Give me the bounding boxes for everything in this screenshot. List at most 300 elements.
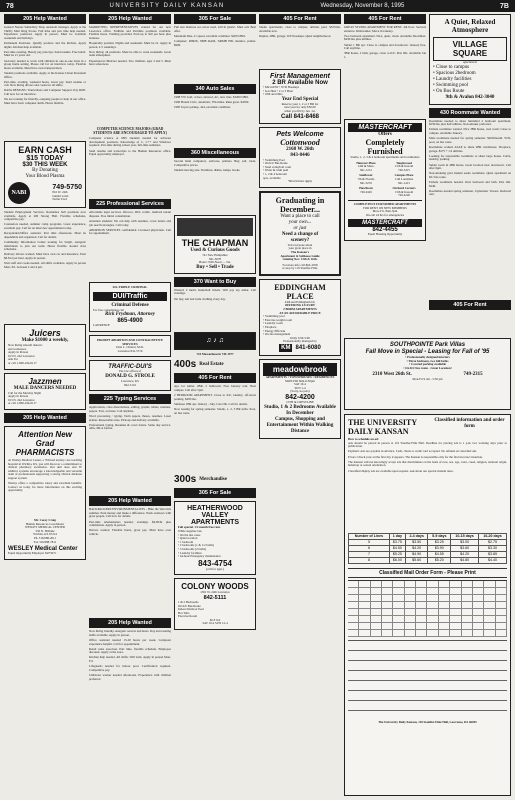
nabi-address-1: 816 W. 24th bbox=[52, 190, 68, 195]
heatherwood-line-2: While supplies last. bbox=[178, 528, 203, 533]
juicers-line-3: and waitresses. bbox=[8, 346, 27, 351]
grad-info-1: For more info call 864-4358 bbox=[282, 262, 318, 267]
nabi-address-2: behind Laird bbox=[52, 193, 69, 198]
classified-text-block: Computer science or MIS students needed for software development positions. Knowledge of C, C++ and Windows required. Part-time during school year, full-time summers. Send resume and transcripts to the Human Resources office. Equal opportunity employer. bbox=[89, 137, 171, 157]
nabi-phone: 749-5750 bbox=[52, 184, 82, 192]
instructions-text: Ads should be placed in person at 119 Stauffer-Flint Hall. Deadline for placing ads is 1 p.m. two working days prior to publication. Payment: Ads are payable in advance. Cash, check or credit card accepted. No refunds on cancelled ads. Errors: Check your ad the first day it appears. The Kansan is responsible only for the first incorrect insertion. The Kansan will not knowingly accept ads that discriminate on the basis of race, sex, age, color, creed, religion, national origin, handicap or sexual orientation. Classified display ads are available upon request. Ask about our special student rates. bbox=[348, 441, 507, 473]
property-phone: 749-4226 bbox=[398, 193, 410, 198]
dui-traffic-banner: DUI/Traffic bbox=[93, 292, 167, 301]
prompt-title: PROMPT ABORTION AND CONTRACEPTIVE SERVICES bbox=[97, 337, 163, 346]
cottonwood-item-2: • On KU Bus Route bbox=[263, 161, 288, 166]
rate-cell: $2.75 bbox=[479, 539, 507, 545]
dui-city: LAWRENCE bbox=[93, 323, 110, 328]
heatherwood-line-8: • Laundry facilities bbox=[178, 550, 202, 555]
rate-cell: $3.25 bbox=[428, 539, 451, 545]
cottonwood-note: *Restrictions Apply bbox=[287, 179, 313, 184]
colony-title: COLONY WOODS bbox=[181, 582, 249, 592]
rates-header-5-9days: 5-9 days bbox=[428, 533, 451, 539]
classified-text-block: Full size mattress set, never used, still in plastic. Must sell. Best offer. Mountain bike, 21 speed, excellent condition. $200 OBO. Computer: 486DX, 8MB RAM, 340MB HD, monitor, printer. $900. bbox=[174, 26, 256, 47]
classified-text-block: 1988 VW Golf, 4 door, sunroof, AC, new tires. $3200 OBO. 1990 Honda Civic, automatic, 87k miles. Runs great. $4500. 1985 Toyota pickup, 4x4, excellent condition. bbox=[174, 96, 250, 110]
km-logo: KM bbox=[281, 345, 291, 351]
classified-text-block: General Nurses Subsidiary Shop Assistant manager. Apply at the Thrifty Mart Ring Stores. Full time and part time help needed. Experience preferred. Apply in person. Must be available weekends and holidays. Permanent Positions. Quality produce and the kitchen, Apply nights. Kitchen help available. Part-time evening, Hourly pay plus tips. Send resume. Free lunch. Must be 21 years old. Secretary needed to work with children in one-to-one basis in a group home setting. Please call for an interview today. Flexible hours available. Must have own transportation. Student positions available. Apply at the Kansas Union Personnel Office. Part-time, evening, weekend hours. Great pay. Send resume or call. Now hiring drivers and cooks for all shifts. DATA DESIGNS: Transcribers and Computer Support. Pay DOE. Call now for an interview. We are looking for friendly, outgoing people to help in our office. Must have basic computer skills. Hours flexible. bbox=[4, 26, 86, 105]
grad-line-9: Apartment & Sublease Guide bbox=[280, 253, 320, 258]
form-footer: The University Daily Kansan, 118 Stauffer-Flint Hall, Lawrence, KS 66045 bbox=[378, 719, 477, 724]
rate-cell: $3.75 bbox=[389, 539, 405, 545]
grad-line-6: Tell everyone about bbox=[287, 242, 313, 247]
section-header-professional-services: 225 Professional Services bbox=[89, 199, 171, 209]
property-name: Hanover Place bbox=[356, 160, 376, 165]
meadowbrook-ad bbox=[259, 359, 341, 439]
rates-header-lines: Number of Lines bbox=[349, 533, 390, 539]
dancers-phone: 724 Massachusetts 749-1977 bbox=[196, 351, 234, 356]
eoe-line: Equal Opportunity Employer M/F/D/V bbox=[8, 551, 57, 556]
edd-item-5: • Exercise weight room bbox=[263, 317, 293, 322]
property-phone: 841-1415 bbox=[398, 180, 410, 185]
property-address: 11th Louisiana bbox=[394, 176, 414, 181]
classified-text-block: Affordable legal services. Divorce, DUI, traffic, landlord tenant disputes. Free initial consultation. Attention students: We can help with resumes, cover letters and job search strategies. Call today. ABORTION SERVICES confidential. Licensed physicians. Call for appointment. bbox=[89, 211, 171, 236]
fall-line-4: • On KU bus route - Great Location! bbox=[403, 365, 452, 370]
fall-line-3: • Covered parking available bbox=[409, 362, 446, 367]
section-header-auto-sales: 340 Auto Sales bbox=[174, 84, 256, 94]
meadow-hours-2: SAT 10-4 bbox=[294, 382, 306, 387]
chapman-photo bbox=[177, 218, 253, 236]
edd-item-1: OFFERING LUXURY bbox=[284, 303, 316, 308]
traffic-line-4: 842-5116 bbox=[124, 382, 136, 387]
first-management-title: First Management bbox=[270, 73, 330, 80]
first-item-3: • 18th and Ohio bbox=[263, 92, 283, 97]
rate-cell: $3.90 bbox=[428, 545, 451, 551]
classified-text-block: Student Employment Services. Residence hall positions now available. Apply at 200 Strong Hall. Flexible schedules, competitive pay. Counselors needed, summer camp programs. Great experience, excellent pay. Call for an interview appointment today. Receptionist/Office assistant. Part time afternoons. Must be dependable and organized. Call for details. Community Information Center looking for bright, energetic individuals to join our team. Hours flexible around class schedules. Delivery drivers wanted. Must have own car and insurance. Earn $8-$12 per hour. Apply in person. Wait staff and cooks needed. All shifts available. Apply in person Mon.-Fri. between 2 and 4 pm. bbox=[4, 211, 86, 269]
sil-title: SIL-TRIPLE CRIMINAL bbox=[112, 285, 148, 290]
nabi-logo: NABI bbox=[8, 182, 30, 204]
traffic-line-3: Lawrence, KS bbox=[121, 378, 139, 383]
graduating-title: Graduating in December... bbox=[275, 195, 325, 214]
page-number-right: 7B bbox=[500, 2, 509, 10]
heatherwood-line-7: • 3 bedrooms (2 baths) bbox=[178, 546, 207, 551]
chapman-address: 741 New Hampshire bbox=[202, 253, 228, 257]
section-header-help-wanted: 205 Help Wanted bbox=[89, 496, 171, 506]
heatherwood-line-1: Fall special. 1/2 month free rent. bbox=[178, 525, 221, 530]
juicers-line-7: or call 1-800-434-0117 bbox=[8, 360, 37, 365]
first-phone: Call 841-8468 bbox=[280, 113, 320, 120]
property-sunflower bbox=[348, 174, 384, 185]
eddingham-phone: 841-6080 bbox=[295, 345, 321, 351]
classified-text-block: Apt. for sublet. 2BR, 2 bathroom. Free January rent. Near campus. Call after 5pm. 2 BEDROOM APARTMENT. Close to KU, laundry, off-street parking. $495/mo. Sublease 1BR apt. January - July. Cats OK. Call for details. Now leasing for spring semester. Studio, 1, 2, 3 BR units. Pool, on bus route. bbox=[174, 385, 256, 415]
fall-line-1: • Professionally designed interiors bbox=[405, 355, 450, 359]
rate-cell: 5 bbox=[349, 539, 390, 545]
pharmacist-ad bbox=[4, 426, 86, 560]
section-header-for-rent: 405 For Rent bbox=[174, 373, 256, 383]
pharmacist-contact-4: 550 N. Hillside bbox=[35, 528, 55, 533]
mastercraft-logo: MASTERCRAFT bbox=[348, 123, 422, 132]
property-address: 15th & Kasold bbox=[394, 189, 414, 194]
section-header-help-wanted: 205 Help Wanted bbox=[4, 413, 86, 423]
page-number-left: 78 bbox=[6, 2, 14, 10]
chapman-tagline: Buy • Sell • Trade bbox=[196, 264, 234, 270]
mc-bottom-2: FOR RENT ON NEW MEMBERS bbox=[363, 205, 407, 210]
juicers-line-2: Now hiring smooth dancers bbox=[8, 343, 43, 347]
property-phone: 841-5255 bbox=[360, 180, 372, 185]
meadowbrook-address: 15TH & CRESTLINE bbox=[286, 399, 314, 404]
eddingham-ad bbox=[259, 279, 341, 356]
heatherwood-appt: (call for appt.) bbox=[206, 566, 224, 571]
heatherwood-line-5: • 1 bedroom bbox=[178, 539, 194, 544]
village-item-3: • Laundry facilities bbox=[433, 76, 472, 82]
classified-text-block: Studio apartments, close to campus, utilities paid. $325/mo. Available now. Duplex, 2BR, garage, W/D hookups. Quiet neighborhood. bbox=[259, 26, 341, 38]
prompt-line-2: Lawrence 841-5716 bbox=[117, 348, 143, 353]
southpointe-hours: Mon-Fri 9 am - 5:30 pm bbox=[412, 377, 443, 382]
first-line-3: next year for only $50.00 bbox=[284, 105, 316, 110]
property-name: Campus Place bbox=[394, 173, 414, 178]
heatherwood-line-6: • 2 bedrooms (1 & 1/2 baths) bbox=[178, 543, 214, 548]
meadow-hours-1: MON-FRI 8am-6:30pm bbox=[285, 378, 315, 383]
southpointe-ad bbox=[344, 338, 511, 410]
cottonwood-address: 2168 W. 26th bbox=[286, 146, 314, 152]
property-hanover bbox=[348, 162, 384, 173]
grad-line-2: your own... bbox=[288, 219, 312, 225]
property-tanglewood bbox=[386, 162, 422, 173]
classified-text-block: MARKETING REPRESENTATIVES wanted for our new Lawrence office. Fulltime and Parttime positions available. Flexible hours. Training provided. Earn up to $10 per hour plus bonuses. Hospitality position. Nights and weekends. Must be 21. Apply in person, 2-5 weekdays. Now hiring: all positions. Must be able to work weekends. Great team atmosphere. Experienced childcare needed. Two children, ages 3 and 5. Must have references. bbox=[89, 26, 171, 67]
pharmacist-contact-7: Fax 316/688-7811 bbox=[33, 539, 57, 544]
rate-cell: $4.55 bbox=[428, 551, 451, 557]
merchandise-number: 300s bbox=[174, 474, 197, 486]
edd-item-2: 2 BDRM APARTMENTS bbox=[283, 307, 317, 312]
traffic-title: TRAFFIC-DUI'S bbox=[108, 364, 152, 371]
column-2 bbox=[89, 14, 171, 798]
pharmacist-contact-2: Human Resources Coordinator bbox=[25, 521, 65, 526]
column-1 bbox=[4, 14, 86, 798]
rate-cell: $4.20 bbox=[451, 551, 479, 557]
dancers-ad-logo-icon: ♫ ♪ ♫ bbox=[206, 337, 224, 345]
rate-cell: $3.00 bbox=[451, 539, 479, 545]
criminal-defense-ad bbox=[89, 282, 171, 332]
juicers-line-5: 913 N. 2nd Lawrence bbox=[8, 353, 35, 358]
property-name: Tanglewood bbox=[396, 160, 412, 165]
section-header-roommate-wanted: 430 Roommate Wanted bbox=[429, 108, 511, 118]
property-phone: 749-3415 bbox=[398, 167, 410, 172]
colony-item-2: On KU Bus Route bbox=[178, 603, 201, 608]
mc-bottom-3: Mon.-Fri. 8am-5pm bbox=[372, 209, 398, 214]
section-header-for-rent: 405 For Rent bbox=[344, 14, 426, 24]
order-form-grid[interactable] bbox=[348, 580, 507, 637]
rate-cell: $4.80 bbox=[451, 557, 479, 563]
rate-cell: $3.30 bbox=[479, 545, 507, 551]
property-campus-place bbox=[386, 174, 422, 185]
jazzmen-line-3: Apply in Person bbox=[8, 394, 29, 399]
first-management-ad bbox=[259, 69, 341, 124]
jazzmen-line-4: 913 N. 2nd Lawrence bbox=[8, 397, 35, 402]
village-subtitle: apartments bbox=[463, 60, 477, 64]
graduating-ad bbox=[259, 191, 341, 276]
fall-line-2: • Three bedroom, two full baths bbox=[406, 358, 449, 363]
rate-cell: $5.20 bbox=[428, 557, 451, 563]
property-name: Hawthorn bbox=[359, 186, 373, 191]
grad-info-2: or stop by 119 Stauffer-Flint. bbox=[282, 266, 318, 271]
traffic-dui-ad bbox=[89, 360, 171, 391]
edd-item-3: AT AN AFFORDABLE PRICE bbox=[279, 310, 321, 315]
cottonwood-item-5: • 1, 2 & 4 bedroom bbox=[263, 171, 287, 176]
southpointe-address: 2310 West 26th St. bbox=[372, 372, 412, 378]
earn-amount: $15 TODAY bbox=[26, 155, 64, 162]
schedule-title: How to schedule an ad: bbox=[348, 437, 379, 441]
meadowbrook-tagline: Campus, Shopping and Entertainment Within Walking Distance bbox=[266, 416, 334, 434]
heatherwood-line-9: • 24-hour Emergency maintenance bbox=[178, 554, 221, 559]
section-header-miscellaneous: 360 Miscellaneous bbox=[174, 148, 256, 158]
mastercraft-eho: Equal Housing Opportunity bbox=[367, 232, 403, 237]
dui-line-1: Criminal Defense bbox=[111, 302, 149, 308]
section-header-for-sale: 305 For Sale bbox=[174, 14, 256, 24]
dui-line-3: Rick Frydman, Attorney bbox=[105, 312, 155, 318]
juicers-ad bbox=[4, 324, 86, 370]
chapman-ad bbox=[174, 215, 256, 274]
real-estate-banner bbox=[174, 359, 256, 370]
rates-table bbox=[348, 533, 507, 564]
chapman-phone: 841-5678 bbox=[209, 256, 221, 261]
mastercraft-logo-2: MASTERCRAFT bbox=[348, 219, 422, 227]
rate-cell: $4.40 bbox=[479, 557, 507, 563]
rate-cell: $5.25 bbox=[389, 551, 405, 557]
heatherwood-title: HEATHERWOOD VALLEY APARTMENTS bbox=[187, 505, 243, 527]
grad-line-1: Want a place to call bbox=[280, 213, 320, 219]
rate-cell: $4.20 bbox=[405, 545, 428, 551]
rate-cell: 7 bbox=[349, 551, 390, 557]
section-header-for-rent: 405 For Rent bbox=[259, 14, 341, 24]
meadowbrook-subtitle: APARTMENTS • TOWNHOUSES • RESIDENCES bbox=[265, 375, 335, 379]
paper-name: UNIVERSITY DAILY KANSAN bbox=[109, 3, 225, 9]
order-form-title: Classified Mail Order Form - Please Print bbox=[348, 568, 507, 578]
heatherwood-line-3: • On the bus route bbox=[178, 532, 201, 537]
village-address: 9th & Avalon 842-3040 bbox=[445, 94, 495, 100]
nabi-ad bbox=[4, 141, 86, 208]
first-item-2: • Gas Heat • 2 or 3 Hour bbox=[263, 88, 294, 93]
classified-text-block: BACKPACKERS/ENVIRONMENTALISTS - Hike the West this summer. Earn money and make a difference. Work outdoors with great people. Call now for details. Part-time telemarketers needed, evenings. $6.00/hr plus commission. Apply in person. Drivers wanted. Flexible hours, great pay. Must have own vehicle. bbox=[89, 508, 171, 536]
colony-woods-ad bbox=[174, 578, 256, 630]
edd-item-7: • Fireplace bbox=[263, 325, 277, 330]
colony-phone: 842-5111 bbox=[203, 594, 227, 601]
earn-cash-title: EARN CASH bbox=[18, 145, 72, 155]
cottonwood-ad bbox=[259, 127, 341, 188]
property-phone: 749-0445 bbox=[360, 189, 372, 194]
merchandise-banner bbox=[174, 474, 256, 485]
rate-cell: $6.00 bbox=[389, 557, 405, 563]
village-square-ad bbox=[429, 14, 511, 105]
cottonwood-item-3: • Sand volleyball court bbox=[263, 164, 292, 169]
heatherwood-line-4: • Quiet location bbox=[178, 536, 198, 541]
heatherwood-phone: 843-4754 bbox=[198, 558, 232, 568]
property-address: 7th & Florida bbox=[357, 176, 375, 181]
pharmacist-contact-5: Wichita, KS 67214 bbox=[33, 532, 57, 537]
rate-cell: $4.50 bbox=[389, 545, 405, 551]
edd-item-6: • Laundry room bbox=[263, 321, 283, 326]
kansan-logo: THE UNIVERSITY DAILY KANSAN bbox=[348, 418, 417, 436]
first-management-headline: 2 BR Available Now bbox=[272, 80, 328, 86]
first-item-1: • Micro/DW • W/D Hookups bbox=[263, 85, 299, 89]
meadowbrook-logo: meadowbrook bbox=[263, 363, 337, 376]
grad-line-4: Need a change of bbox=[281, 231, 319, 237]
property-phone: 841-1212 bbox=[360, 167, 372, 172]
edd-item-8: • Energy Efficient bbox=[263, 328, 286, 333]
juicers-line-4: Apply in Person bbox=[8, 350, 29, 355]
earn-line-1: By Donating bbox=[32, 168, 58, 173]
fall-special-title: Fall Move in Special - Leasing for Fall of '95 bbox=[365, 349, 490, 355]
mastercraft-completely: Completely Furnished bbox=[365, 138, 405, 156]
classified-text-block: Now hiring friendly, energetic servers and hosts. Day and evening shifts available. Apply in person. Office assistant needed 15-20 hours per week. Computer experience helpful. Call for appointment. Retail sales associate. Part time, flexible schedule. Employee discount. Apply at the store. Kitchen help needed. All shifts. Will train. Apply in person Mon-Fri. Lifeguards needed for indoor pool. Certification required. Competitive pay. Childcare worker needed afternoons. Experience with children preferred. bbox=[89, 630, 171, 681]
classified-text-block: Wanted: 2 men's basketball tickets. Will pay top dollar. Call evenings. We buy, sell and trade clothing every day. bbox=[174, 288, 256, 301]
rate-cell: $5.60 bbox=[405, 557, 428, 563]
traffic-line-1: The law offices of bbox=[118, 369, 142, 374]
colony-hours-1: M-F 9-6 bbox=[209, 617, 221, 622]
pharmacist-contact-1: Mr. Corey Craig bbox=[34, 517, 56, 522]
grad-line-10: running Nov. 13th & 16th. bbox=[282, 257, 318, 262]
colony-address: 1301 W. 24th Lawrence bbox=[200, 590, 230, 595]
classified-text-block: Roommate needed to share furnished 2 bedroom apartment. $250/mo plus half utilities. Non-smoker preferred. Female roommate wanted. Nice 3BR house, own room. Close to campus. Available January. Male roommate needed for spring semester. $200/month. W/D, pool, on bus route. Roommate wanted ASAP to share 2BR townhouse. Fireplace, garage. $275 + 1/2 utilities. Looking for responsible roommate to share large house. Cable, laundry, parking. Sublet room in 4BR house. Great location near downtown. Call after 6pm. Non-smoking grad student seeks roommate. Quiet apartment on KU bus route. Female roommate needed. Own bedroom and bath. Pets OK. $240. Roommate needed spring semester, Jayhawker Towers. Reduced rent. bbox=[429, 119, 511, 197]
form-lines[interactable] bbox=[348, 640, 507, 718]
real-estate-label: Real Estate bbox=[199, 361, 224, 367]
juicers-line-6: Ask For bbox=[8, 357, 19, 362]
page-header bbox=[0, 0, 515, 12]
earn-line-2: Your Blood Plasma bbox=[25, 174, 65, 179]
kansan-order-form bbox=[344, 414, 511, 796]
pets-welcome-title: Pets Welcome bbox=[276, 130, 324, 138]
rate-cell: 8 bbox=[349, 557, 390, 563]
quiet-title: A Quiet, Relaxed Atmosphere bbox=[444, 18, 496, 34]
traffic-line-2: DONALD G. STROLE bbox=[105, 373, 155, 379]
rate-cell: 6 bbox=[349, 545, 390, 551]
edd-item-4: • Swimming pool bbox=[263, 314, 285, 319]
classified-text-block: GREAT STUDIO APARTMENT FOR RENT. 4th floor. Secured entrance. Dishwasher. Move in January. Two bedroom apartment. Nice, quiet, clean. Available December. $450/mo plus utilities. Sublet 1 BR apt. Close to campus and downtown. January free. Call anytime. 3BR house, 2 bath, garage, close to KU. Pets OK. Available Jan 1. bbox=[344, 26, 426, 59]
section-header-help-wanted: 205 Help Wanted bbox=[4, 14, 86, 24]
grad-line-3: or just bbox=[293, 225, 307, 231]
village-item-4: • Swimming pool bbox=[433, 82, 469, 88]
mastercraft-ad bbox=[344, 119, 426, 241]
mastercraft-offers: Offers bbox=[378, 132, 392, 137]
property-hawthorn bbox=[348, 187, 384, 198]
colony-item-3: Indoor/Outdoor Pool bbox=[178, 607, 204, 612]
first-line-4: when you fill by Jan. 1st. bbox=[284, 108, 316, 113]
section-header-want-to-buy: 370 Want to Buy bbox=[174, 277, 256, 287]
merchandise-label: Merchandise bbox=[199, 476, 227, 482]
pharmacist-contact-6: Ph. 316/688-2011 bbox=[33, 535, 57, 540]
cottonwood-item-4: • Water & trash paid bbox=[263, 168, 289, 173]
earn-weekly: $30 THIS WEEK bbox=[22, 162, 68, 168]
nabi-address-3: Noller Ford bbox=[52, 197, 67, 202]
property-name: Orchard Corners bbox=[392, 186, 416, 191]
village-item-2: • Spacious 2bedroom bbox=[433, 70, 476, 76]
eddingham-address: 24th and Eddingham Dr. bbox=[284, 299, 316, 304]
prompt-abortion-ad bbox=[89, 335, 171, 357]
real-estate-number: 400s bbox=[174, 359, 197, 371]
rate-cell: $3.50 bbox=[405, 539, 428, 545]
property-address: 15th & Kasold bbox=[394, 164, 414, 169]
cottonwood-item-6: apts. available bbox=[263, 175, 281, 180]
village-item-1: • Close to campus bbox=[433, 64, 470, 70]
pharmacist-contact-3: WESLEY MEDICAL CENTER bbox=[25, 525, 65, 530]
edd-item-10: Daily 3:00-5:00 bbox=[290, 335, 310, 340]
chapman-subtitle: Used & Curious Goods bbox=[190, 248, 240, 253]
juicers-line-1: Make $1000 a weekly, bbox=[21, 338, 69, 343]
section-header-for-sale: 305 For Sale bbox=[174, 488, 256, 498]
colony-item-4: Hot Tubs bbox=[178, 610, 190, 615]
southpointe-phone: 749-2315 bbox=[463, 372, 483, 378]
rate-cell: $3.85 bbox=[479, 551, 507, 557]
grad-line-7: your great place in bbox=[288, 246, 312, 251]
rates-header-2-4days: 2-4 days bbox=[405, 533, 428, 539]
grad-line-8: The Kansan's bbox=[290, 249, 310, 254]
section-header-for-rent: 405 For Rent bbox=[429, 300, 511, 310]
meadowbrook-phone: 842-4200 bbox=[285, 393, 315, 401]
heatherwood-ad bbox=[174, 501, 256, 575]
cottonwood-item-1: • Swimming Pool bbox=[263, 157, 285, 162]
mastercraft-phone: 842-4455 bbox=[372, 227, 398, 234]
property-name: Sunflower bbox=[359, 173, 373, 178]
job-headline: COMPUTER SCIENCE MAJORS (GRAD STUDENTS ARE ENCOURAGED TO APPLY) bbox=[93, 127, 167, 135]
jazzmen-name: Jazzmen bbox=[28, 376, 62, 386]
jazzmen-line-5: or call 1-800-434-0117 bbox=[8, 401, 37, 406]
table-row bbox=[349, 557, 507, 563]
rates-header-1day: 1 day bbox=[389, 533, 405, 539]
village-item-5: • On Bus Route bbox=[433, 88, 465, 94]
jazzmen-line-1: MALE DANCERS NEEDED bbox=[13, 385, 77, 391]
jazzmen-ad bbox=[4, 373, 86, 410]
dui-phone: 865-4900 bbox=[117, 318, 143, 325]
colony-item-5: Exercise Room bbox=[178, 614, 197, 619]
mc-bottom-1: COMPLETELY FURNISHED APARTMENTS bbox=[353, 201, 417, 206]
colony-item-1: 1 & 2 Bedrooms bbox=[178, 599, 199, 604]
classified-text-block: Applications, class dissertations, editing, graphs, tables, resumes, papers. Fast, accurate. Call anytime. Word processing / typing. Term papers, theses, resumes. Laser printer. Reasonable rates. Pick-up and delivery available. Professional typing. Resumes & cover letters. Same day service. APA, MLA format. bbox=[89, 406, 171, 431]
column-4 bbox=[259, 14, 341, 798]
first-line-1: Year End Special bbox=[281, 96, 319, 102]
dui-line-2: For free consultation call bbox=[93, 307, 125, 312]
rates-header-16-20days: 16-20 days bbox=[479, 533, 507, 539]
prompt-line-1: Dale L. Clinton, M.D. bbox=[116, 345, 144, 350]
cottonwood-phone: 843-0446 bbox=[290, 152, 310, 158]
dancers-ad bbox=[174, 332, 256, 350]
property-address: 14th & Mass. bbox=[357, 164, 375, 169]
chapman-hours: Hours: 9:00-Noon — Sat. bbox=[199, 260, 231, 265]
grad-line-5: scenery? bbox=[290, 237, 310, 243]
pharmacist-title: Attention New Grad PHARMACISTS bbox=[15, 429, 75, 457]
property-orchard-corners bbox=[386, 187, 422, 198]
meadow-hours-3: SUN 1-4 bbox=[294, 385, 306, 390]
section-header-typing-services: 225 Typing Services bbox=[89, 394, 171, 404]
village-logo: VILLAGE SQUARE bbox=[433, 37, 507, 61]
mastercraft-subtitle: Studio, 1, 2, 3 & 4 bedroom apartments and townhomes bbox=[350, 155, 420, 159]
rate-cell: $3.60 bbox=[451, 545, 479, 551]
meadowbrook-no-pets: (Sorry, no pets) bbox=[290, 389, 310, 394]
colony-hours-2: SAT 10-4 SUN 12-4 bbox=[202, 621, 228, 626]
chapman-title: THE CHAPMAN bbox=[181, 238, 249, 248]
edd-item-11: Professionally managed by bbox=[283, 339, 317, 344]
issue-date: Wednesday, November 8, 1995 bbox=[320, 3, 405, 9]
meadowbrook-studio: Studio, 1 & 2 Bedrooms Available In December bbox=[264, 404, 336, 416]
classified-text-block: Second hand computers, software, printers. Buy, sell, trade. Competitive prices. Student moving sale. Furniture, dishes, lamps, books. bbox=[174, 160, 256, 172]
rate-cell: $4.90 bbox=[405, 551, 428, 557]
juicers-name: Juicers bbox=[29, 328, 61, 338]
rates-header-10-15days: 10-15 days bbox=[451, 533, 479, 539]
jazzmen-line-2: Call for the Monday Night bbox=[8, 390, 41, 395]
mc-bottom-4: On-call 24 hrs for emergencies bbox=[365, 212, 405, 217]
section-header-help-wanted: 205 Help Wanted bbox=[89, 618, 171, 628]
cottonwood-logo: Cottonwood bbox=[280, 137, 320, 147]
pharmacist-body: At Wesley Medical Center, a 760-bed tertiary care teaching hospital in Wichita, KS, you will discover a commitment to clinical pharmacy excellence. Our unit dose and IV additive systems encourage a knowledgeable and versatile team of professionals supporting a strong clinical database support system. Wesley offers a competitive salary and excellent benefits. Contact us today for more information on this exciting opportunity. bbox=[8, 458, 82, 493]
southpointe-logo: SOUTHPOINTE Park Villas bbox=[389, 342, 466, 348]
column-3 bbox=[174, 14, 256, 798]
section-header-help-wanted: 205 Help Wanted bbox=[89, 14, 171, 24]
first-line-2: Reserve your 1, 2 or 3 BR for bbox=[281, 101, 319, 106]
eddingham-title: EDDINGHAM PLACE bbox=[274, 282, 326, 301]
kansan-form-title: Classified information and order form bbox=[434, 418, 505, 429]
edd-item-9: • On site management bbox=[263, 332, 291, 337]
